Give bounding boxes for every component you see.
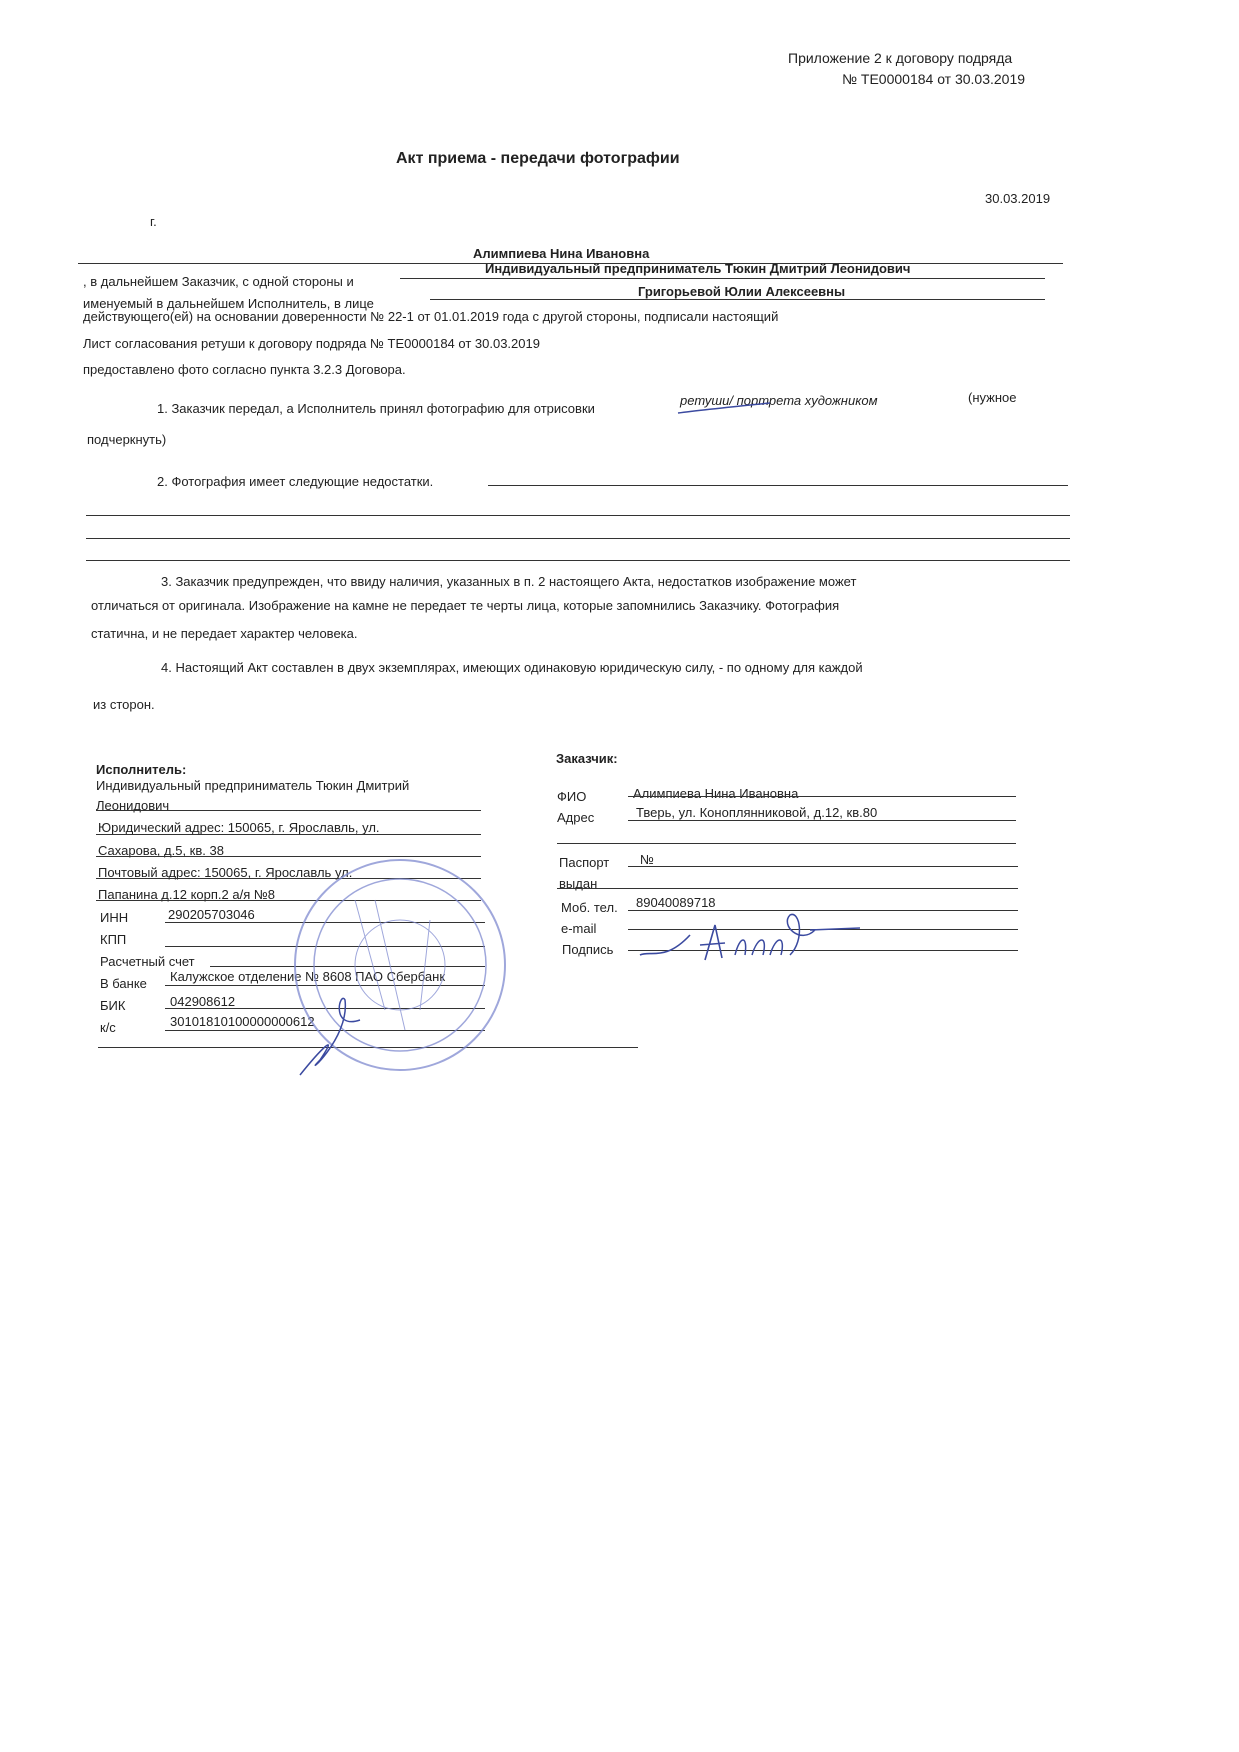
bank-value: Калужское отделение № 8608 ПАО Сбербанк: [170, 969, 446, 984]
intro-line-5: предоставлено фото согласно пункта 3.2.3 Договора.: [83, 362, 406, 377]
bank-label: В банке: [100, 976, 147, 991]
clause-3-line-2: отличаться от оригинала. Изображение на камне не передает те черты лица, которые запомнились Заказчику. Фотография: [91, 598, 840, 613]
intro-line-3: действующего(ей) на основании доверенности № 22-1 от 01.01.2019 года с другой стороны, подписали настоящий: [83, 309, 779, 324]
account-label: Расчетный счет: [100, 954, 195, 969]
fio-value: Алимпиева Нина Ивановна: [633, 786, 799, 801]
stamp: [295, 860, 505, 1070]
clause-1-note-cont: подчеркнуть): [87, 432, 167, 447]
passport-value: №: [640, 852, 654, 867]
document-title: Акт приема - передачи фотографии: [396, 150, 680, 167]
executor-name-line-1: Индивидуальный предприниматель Тюкин Дмитрий: [96, 778, 410, 793]
clause-1-note: (нужное: [968, 390, 1017, 405]
executor-name: Индивидуальный предприниматель Тюкин Дмитрий Леонидович: [485, 261, 911, 276]
representative-name: Григорьевой Юлии Алексеевны: [638, 284, 846, 299]
bik-value: 042908612: [170, 994, 236, 1009]
clause-4-line-2: из сторон.: [93, 697, 155, 712]
appendix-line-2: № ТЕ0000184 от 30.03.2019: [842, 71, 1026, 87]
executor-legal-address-2: Сахарова, д.5, кв. 38: [98, 843, 224, 858]
customer-name: Алимпиева Нина Ивановна: [473, 246, 650, 261]
signature-label: Подпись: [562, 942, 614, 957]
ks-value: 30101810100000000612: [170, 1014, 315, 1029]
email-label: e-mail: [561, 921, 597, 936]
city-label: г.: [150, 214, 157, 229]
executor-legal-address-1: Юридический адрес: 150065, г. Ярославль, ул.: [98, 820, 380, 835]
address-label: Адрес: [557, 810, 595, 825]
executor-name-line-2: Леонидович: [96, 798, 170, 813]
intro-line-2: именуемый в дальнейшем Исполнитель, в лице: [83, 296, 374, 311]
passport-label: Паспорт: [559, 855, 610, 870]
clause-4-line-1: 4. Настоящий Акт составлен в двух экземплярах, имеющих одинаковую юридическую силу, - по одному для каждой: [161, 660, 863, 675]
customer-heading: Заказчик:: [556, 751, 618, 766]
kpp-label: КПП: [100, 932, 127, 947]
executor-postal-address-2: Папанина д.12 корп.2 а/я №8: [98, 887, 276, 902]
phone-value: 89040089718: [636, 895, 716, 910]
bik-label: БИК: [100, 998, 126, 1013]
issued-label: выдан: [559, 876, 598, 891]
address-value: Тверь, ул. Коноплянниковой, д.12, кв.80: [636, 805, 878, 820]
clause-1-options: ретуши/ портрета художником: [680, 393, 878, 408]
executor-heading: Исполнитель:: [96, 762, 187, 777]
phone-label: Моб. тел.: [561, 900, 618, 915]
fio-label: ФИО: [557, 789, 587, 804]
clause-3-line-3: статична, и не передает характер человека.: [91, 626, 358, 641]
clause-3-line-1: 3. Заказчик предупрежден, что ввиду наличия, указанных в п. 2 настоящего Акта, недостатков изображение может: [161, 574, 857, 589]
intro-line-1: , в дальнейшем Заказчик, с одной стороны и: [83, 274, 354, 289]
ks-label: к/с: [100, 1020, 116, 1035]
intro-line-4: Лист согласования ретуши к договору подряда № ТЕ0000184 от 30.03.2019: [83, 336, 540, 351]
customer-signature: [640, 914, 860, 960]
clause-2-text: 2. Фотография имеет следующие недостатки.: [157, 474, 434, 489]
executor-postal-address-1: Почтовый адрес: 150065, г. Ярославль ул.: [98, 865, 353, 880]
appendix-line-1: Приложение 2 к договору подряда: [788, 50, 1013, 66]
option-underline: [678, 403, 770, 413]
inn-value: 290205703046: [168, 907, 255, 922]
clause-1-text: 1. Заказчик передал, а Исполнитель принял фотографию для отрисовки: [157, 401, 595, 416]
document-date: 30.03.2019: [985, 191, 1051, 206]
executor-signature: [300, 998, 360, 1075]
inn-label: ИНН: [100, 910, 129, 925]
